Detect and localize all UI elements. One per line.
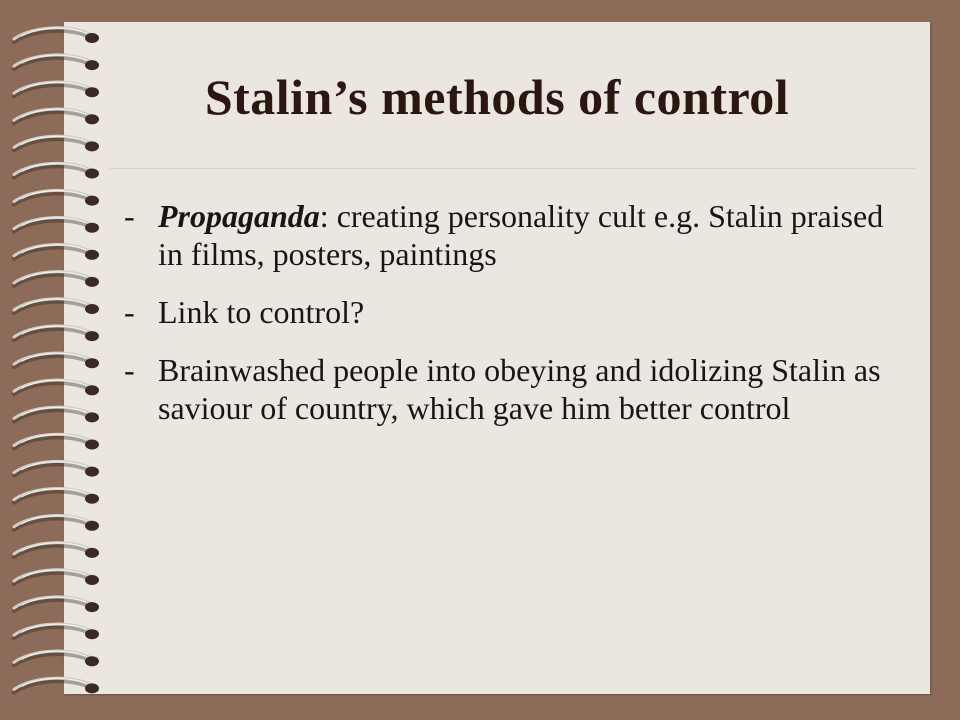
bullet-propaganda xyxy=(118,197,908,273)
bullet-list xyxy=(118,197,908,447)
spiral-ring xyxy=(14,488,99,503)
slide-title: Stalin’s methods of control xyxy=(204,69,790,125)
spiral-ring xyxy=(14,597,99,612)
spiral-ring xyxy=(14,163,99,178)
spiral-ring xyxy=(14,326,99,341)
spiral-ring xyxy=(14,407,99,422)
spiral-ring xyxy=(14,570,99,585)
spiral-ring xyxy=(14,624,99,639)
spiral-ring xyxy=(14,461,99,476)
bullet-marker: - xyxy=(124,294,135,330)
bullet-text: Brainwashed people into obeying and idolizing Stalin as saviour of country, which gave him better control xyxy=(158,352,881,426)
spiral-ring xyxy=(14,678,99,693)
bullet-marker: - xyxy=(124,198,135,234)
spiral-ring xyxy=(14,353,99,368)
bullet-text: Link to control? xyxy=(158,294,365,330)
spiral-ring xyxy=(14,651,99,666)
spiral-ring xyxy=(14,434,99,449)
title-divider xyxy=(110,168,915,169)
bullet-brainwashed xyxy=(118,351,908,427)
spiral-ring xyxy=(14,28,99,43)
spiral-ring xyxy=(14,217,99,232)
spiral-ring xyxy=(14,380,99,395)
spiral-ring xyxy=(14,190,99,205)
spiral-ring xyxy=(14,299,99,314)
spiral-ring xyxy=(14,245,99,260)
spiral-ring xyxy=(14,516,99,531)
bullet-term: Propaganda xyxy=(158,198,320,234)
bullet-link-to-control xyxy=(118,293,908,331)
spiral-ring xyxy=(14,543,99,558)
spiral-ring xyxy=(14,136,99,151)
bullet-text: : creating personality cult e.g. Stalin praised in films, posters, paintings xyxy=(158,198,884,272)
spiral-ring xyxy=(14,272,99,287)
bullet-marker: - xyxy=(124,352,135,388)
